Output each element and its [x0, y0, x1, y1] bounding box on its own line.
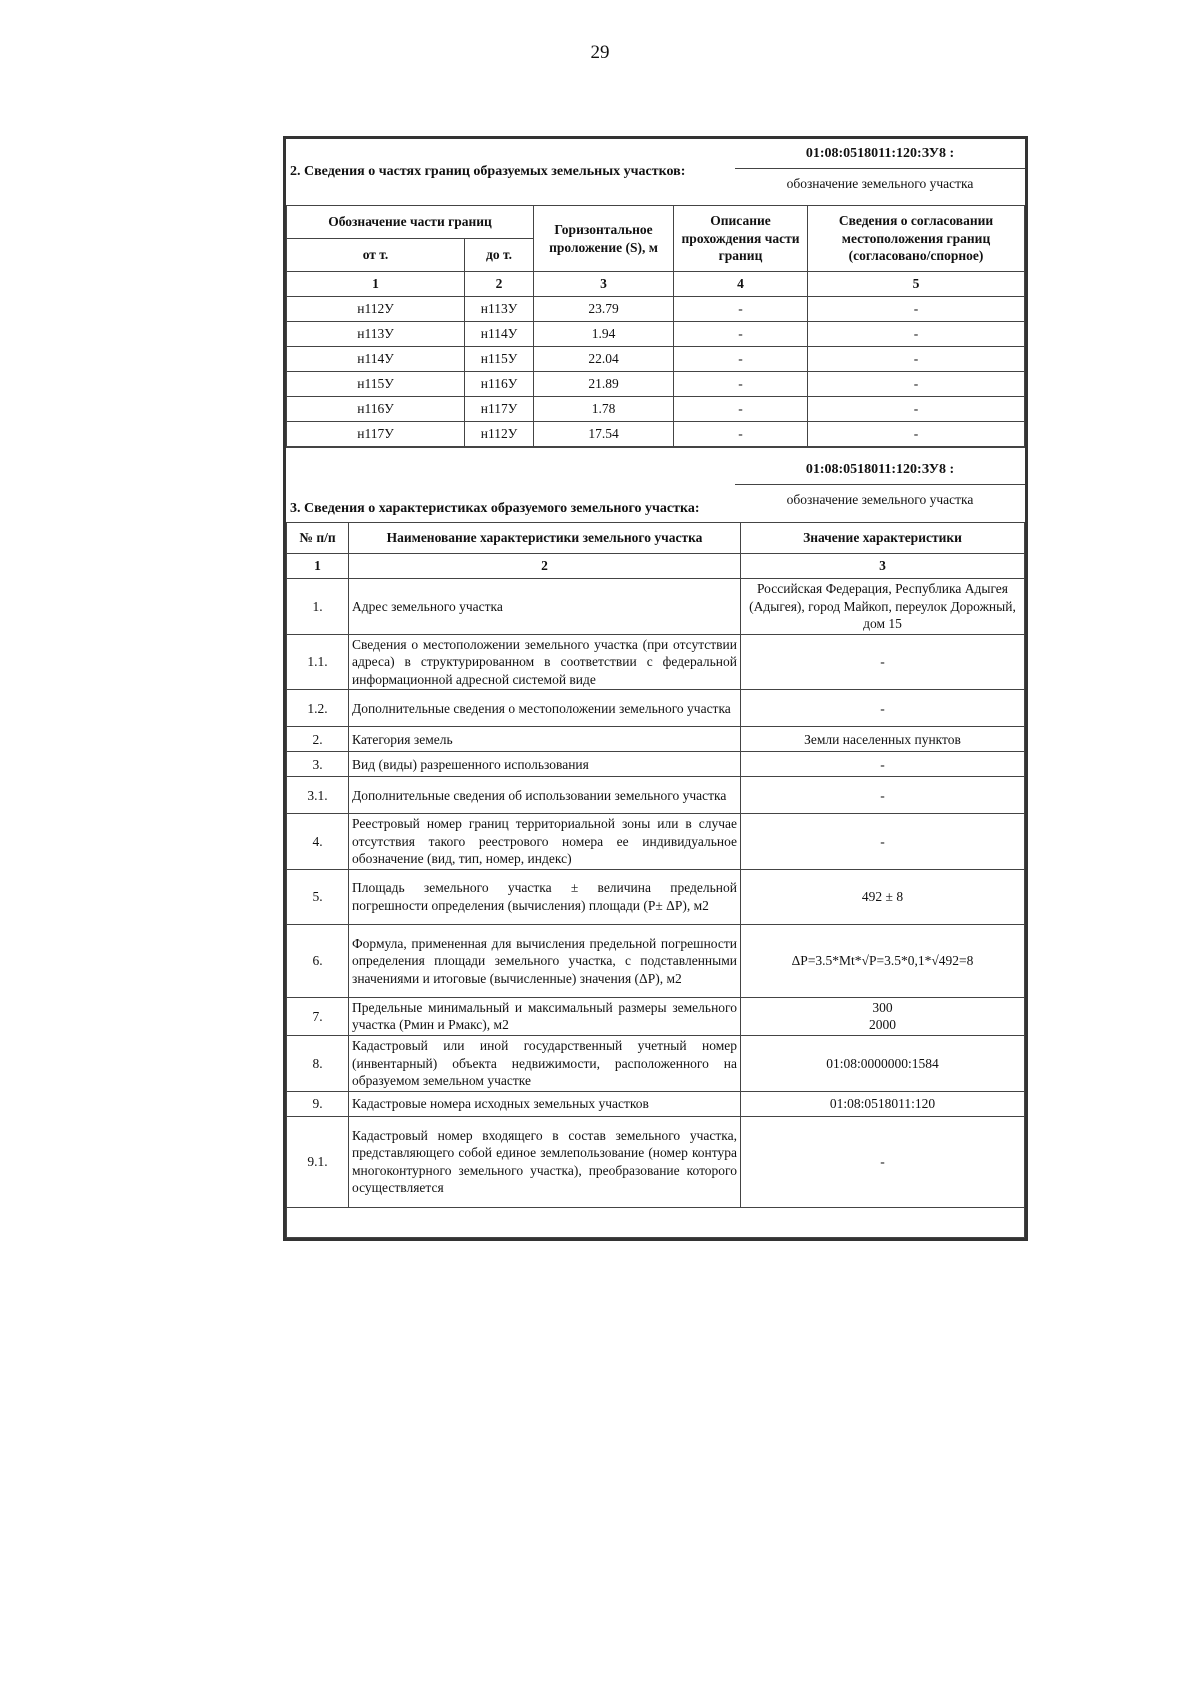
characteristics-table [286, 523, 1025, 1238]
header-row-number: № п/п [287, 523, 349, 554]
section2-header [286, 139, 1025, 206]
column-number: 2 [465, 272, 534, 297]
header-agreement: Сведения о согласовании местоположения границ (согласовано/спорное) [808, 206, 1025, 272]
table-row [287, 997, 1025, 1035]
characteristic-value: Земли населенных пунктов [741, 727, 1025, 752]
header-characteristic-value: Значение характеристики [741, 523, 1025, 554]
characteristic-value: 492 ± 8 [741, 869, 1025, 924]
characteristic-value-max: 2000 [869, 1017, 896, 1033]
row-number: 1.1. [287, 634, 349, 690]
row-number: 9. [287, 1091, 349, 1116]
table-row [287, 1036, 1025, 1092]
row-number: 2. [287, 727, 349, 752]
from-point: н113У [287, 322, 465, 347]
horizontal-length: 23.79 [534, 297, 674, 322]
table-row [287, 727, 1025, 752]
to-point: н116У [465, 372, 534, 397]
empty-footer-row [287, 1207, 1025, 1237]
description: - [674, 372, 808, 397]
column-number: 2 [349, 554, 741, 579]
from-point: н116У [287, 397, 465, 422]
agreement: - [808, 422, 1025, 447]
characteristic-value: ΔP=3.5*Mt*√P=3.5*0,1*√492=8 [741, 924, 1025, 997]
from-point: н114У [287, 347, 465, 372]
characteristic-value: Российская Федерация, Республика Адыгея (Адыгея), город Майкоп, переулок Дорожный, дом 15 [741, 579, 1025, 635]
column-number: 3 [741, 554, 1025, 579]
to-point: н115У [465, 347, 534, 372]
row-number: 1. [287, 579, 349, 635]
characteristic-name: Адрес земельного участка [349, 579, 741, 635]
boundary-parts-table [286, 206, 1025, 447]
section3-parcel-caption: обозначение земельного участка [786, 492, 974, 507]
characteristic-value: - [741, 1116, 1025, 1207]
description: - [674, 397, 808, 422]
to-point: н113У [465, 297, 534, 322]
characteristic-value: - [741, 777, 1025, 814]
table-row [287, 1116, 1025, 1207]
table-row [287, 579, 1025, 635]
header-horizontal: Горизонтальное проложение (S), м [534, 206, 674, 272]
agreement: - [808, 297, 1025, 322]
column-numbers-row [287, 272, 1025, 297]
section3-title: 3. Сведения о характеристиках образуемого земельного участка: [290, 500, 700, 516]
header-part-designation: Обозначение части границ [287, 206, 534, 239]
agreement: - [808, 322, 1025, 347]
header-characteristic-name: Наименование характеристики земельного участка [349, 523, 741, 554]
header-to-point: до т. [465, 239, 534, 272]
column-numbers-row [287, 554, 1025, 579]
table-row [287, 422, 1025, 447]
table-row [287, 777, 1025, 814]
table-row [287, 814, 1025, 870]
from-point: н115У [287, 372, 465, 397]
form-frame [283, 136, 1028, 1241]
characteristic-name: Формула, примененная для вычисления предельной погрешности определения площади земельного участка, с подставленными значениями и итоговые (вычисленные) значения (ΔP), м2 [349, 924, 741, 997]
to-point: н117У [465, 397, 534, 422]
column-number: 4 [674, 272, 808, 297]
description: - [674, 422, 808, 447]
table-row [287, 1091, 1025, 1116]
characteristic-value-range [741, 997, 1025, 1035]
row-number: 4. [287, 814, 349, 870]
characteristic-name: Предельные минимальный и максимальный размеры земельного участка (Pмин и Pмакс), м2 [349, 997, 741, 1035]
table-row [287, 634, 1025, 690]
section3-header [286, 447, 1025, 523]
table-row [287, 690, 1025, 727]
header-description: Описание прохождения части границ [674, 206, 808, 272]
table-row [287, 752, 1025, 777]
characteristic-value: 01:08:0000000:1584 [741, 1036, 1025, 1092]
section2-parcel-code: 01:08:0518011:120:ЗУ8 : [735, 139, 1025, 169]
column-number: 3 [534, 272, 674, 297]
table-row [287, 347, 1025, 372]
table-row [287, 297, 1025, 322]
agreement: - [808, 347, 1025, 372]
characteristic-name: Вид (виды) разрешенного использования [349, 752, 741, 777]
column-number: 5 [808, 272, 1025, 297]
section3-parcel-code: 01:08:0518011:120:ЗУ8 : [735, 448, 1025, 485]
from-point: н112У [287, 297, 465, 322]
to-point: н114У [465, 322, 534, 347]
header-from-point: от т. [287, 239, 465, 272]
row-number: 1.2. [287, 690, 349, 727]
section2-parcel-caption: обозначение земельного участка [786, 176, 974, 191]
characteristic-name: Кадастровый или иной государственный учетный номер (инвентарный) объекта недвижимости, расположенного на образуемом земельном участке [349, 1036, 741, 1092]
characteristic-value: 01:08:0518011:120 [741, 1091, 1025, 1116]
description: - [674, 347, 808, 372]
column-number: 1 [287, 554, 349, 579]
table-row [287, 322, 1025, 347]
characteristic-name: Категория земель [349, 727, 741, 752]
horizontal-length: 22.04 [534, 347, 674, 372]
column-number: 1 [287, 272, 465, 297]
section3-designation [735, 448, 1025, 522]
section2-designation [735, 139, 1025, 205]
characteristic-value: - [741, 752, 1025, 777]
row-number: 6. [287, 924, 349, 997]
page-number: 29 [590, 42, 610, 63]
characteristic-name: Реестровый номер границ территориальной зоны или в случае отсутствия такого реестрового номера ее индивидуальное обозначение (вид, тип, номер, индекс) [349, 814, 741, 870]
table-row [287, 397, 1025, 422]
empty-footer-cell [287, 1207, 1025, 1237]
horizontal-length: 17.54 [534, 422, 674, 447]
horizontal-length: 1.78 [534, 397, 674, 422]
characteristic-value: - [741, 690, 1025, 727]
row-number: 9.1. [287, 1116, 349, 1207]
characteristic-name: Дополнительные сведения о местоположении земельного участка [349, 690, 741, 727]
section2-title: 2. Сведения о частях границ образуемых земельных участков: [290, 163, 686, 179]
row-number: 5. [287, 869, 349, 924]
table-row [287, 869, 1025, 924]
agreement: - [808, 397, 1025, 422]
horizontal-length: 21.89 [534, 372, 674, 397]
table-row [287, 372, 1025, 397]
characteristic-value: - [741, 634, 1025, 690]
row-number: 8. [287, 1036, 349, 1092]
description: - [674, 322, 808, 347]
characteristic-name: Кадастровый номер входящего в состав земельного участка, представляющего собой единое землепользование (номер контура многоконтурного земельного участка), преобразование которого осуществляется [349, 1116, 741, 1207]
to-point: н112У [465, 422, 534, 447]
description: - [674, 297, 808, 322]
characteristic-name: Сведения о местоположении земельного участка (при отсутствии адреса) в структурированном в соответствии с федеральной информационной адресной системой виде [349, 634, 741, 690]
row-number: 3. [287, 752, 349, 777]
row-number: 3.1. [287, 777, 349, 814]
agreement: - [808, 372, 1025, 397]
horizontal-length: 1.94 [534, 322, 674, 347]
characteristic-value: - [741, 814, 1025, 870]
table-row [287, 924, 1025, 997]
characteristic-name: Площадь земельного участка ± величина предельной погрешности определения (вычисления) площади (P± ΔP), м2 [349, 869, 741, 924]
from-point: н117У [287, 422, 465, 447]
characteristic-name: Дополнительные сведения об использовании земельного участка [349, 777, 741, 814]
characteristic-value-min: 300 [872, 999, 893, 1015]
characteristic-name: Кадастровые номера исходных земельных участков [349, 1091, 741, 1116]
row-number: 7. [287, 997, 349, 1035]
